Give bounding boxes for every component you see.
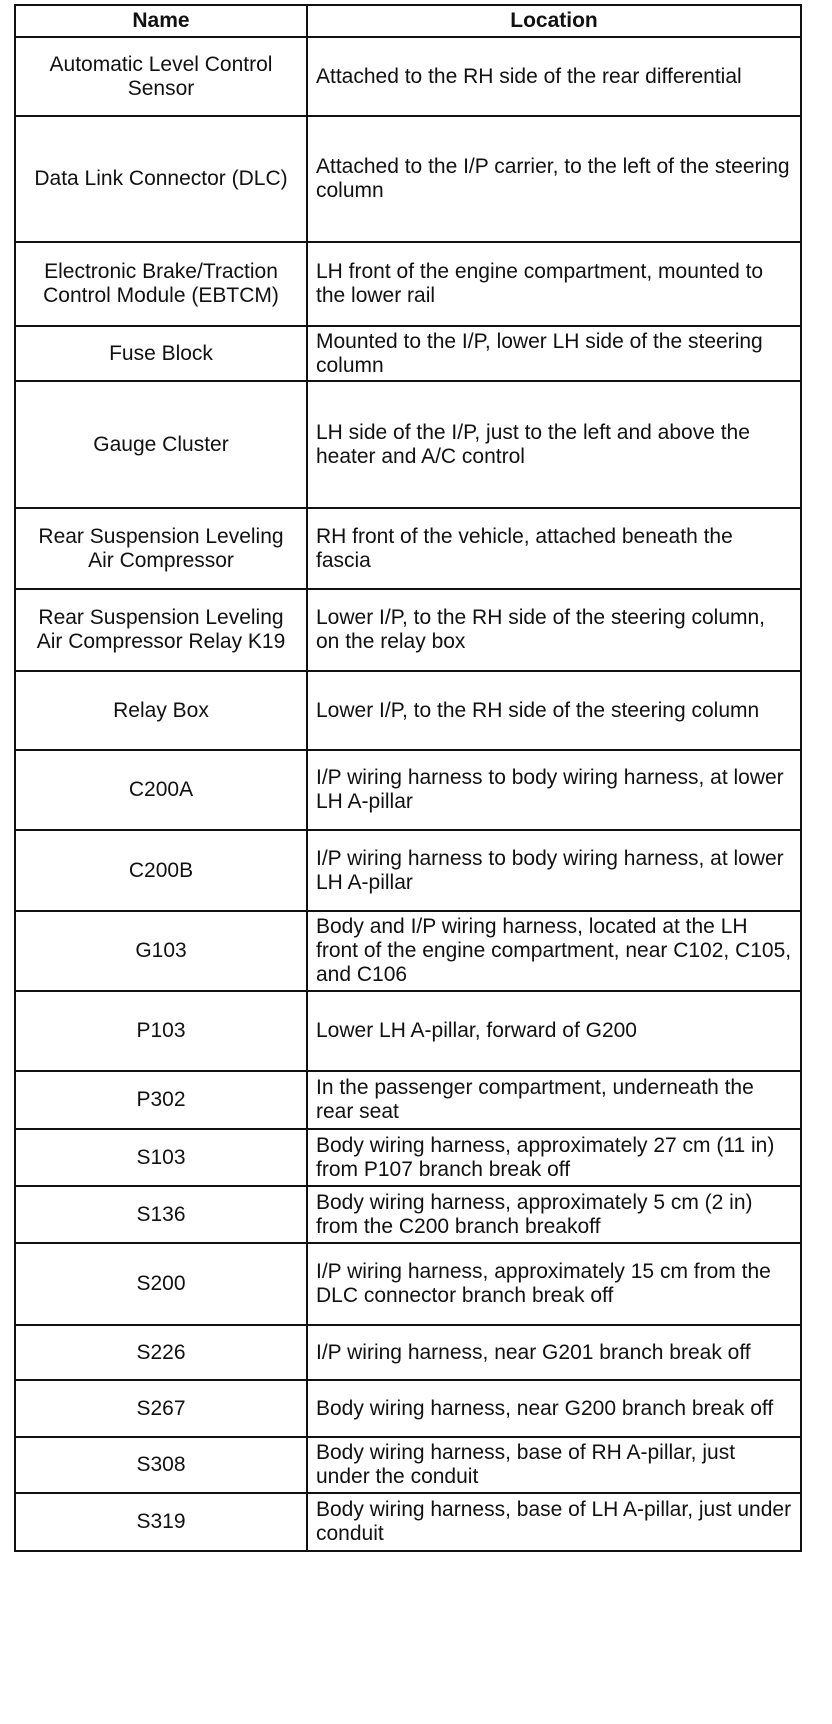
component-name: C200A xyxy=(15,750,307,830)
component-location: Body wiring harness, approximately 5 cm (2 in) from the C200 branch breakoff xyxy=(307,1186,801,1243)
table-row xyxy=(15,1071,801,1129)
component-location: Lower I/P, to the RH side of the steering column xyxy=(307,671,801,750)
table-row xyxy=(15,991,801,1071)
component-name: Rear Suspension Leveling Air Compressor xyxy=(15,508,307,589)
table-row xyxy=(15,1380,801,1437)
table-row xyxy=(15,911,801,991)
component-location: Lower LH A-pillar, forward of G200 xyxy=(307,991,801,1071)
component-location: In the passenger compartment, underneath the rear seat xyxy=(307,1071,801,1129)
component-location: I/P wiring harness to body wiring harness, at lower LH A-pillar xyxy=(307,830,801,911)
component-location: Body wiring harness, near G200 branch break off xyxy=(307,1380,801,1437)
component-location: Body wiring harness, approximately 27 cm (11 in) from P107 branch break off xyxy=(307,1129,801,1186)
header-name: Name xyxy=(15,5,307,37)
component-location: Attached to the I/P carrier, to the left of the steering column xyxy=(307,116,801,242)
component-location: I/P wiring harness, approximately 15 cm from the DLC connector branch break off xyxy=(307,1243,801,1325)
table-row xyxy=(15,37,801,116)
table-row xyxy=(15,242,801,326)
component-location: Attached to the RH side of the rear differential xyxy=(307,37,801,116)
component-name: Automatic Level Control Sensor xyxy=(15,37,307,116)
table-row xyxy=(15,116,801,242)
component-location: Body wiring harness, base of RH A-pillar, just under the conduit xyxy=(307,1437,801,1493)
component-name: C200B xyxy=(15,830,307,911)
table-row xyxy=(15,1243,801,1325)
table-row xyxy=(15,326,801,381)
table-row xyxy=(15,381,801,508)
table-row xyxy=(15,1325,801,1380)
component-name: Data Link Connector (DLC) xyxy=(15,116,307,242)
table-row xyxy=(15,750,801,830)
table-row xyxy=(15,1437,801,1493)
component-location: Lower I/P, to the RH side of the steering column, on the relay box xyxy=(307,589,801,671)
component-name: G103 xyxy=(15,911,307,991)
table-row xyxy=(15,830,801,911)
component-location: Mounted to the I/P, lower LH side of the steering column xyxy=(307,326,801,381)
component-name: S136 xyxy=(15,1186,307,1243)
component-name: Relay Box xyxy=(15,671,307,750)
table-row xyxy=(15,1129,801,1186)
component-name: Fuse Block xyxy=(15,326,307,381)
component-location: LH side of the I/P, just to the left and above the heater and A/C control xyxy=(307,381,801,508)
component-location: RH front of the vehicle, attached beneath the fascia xyxy=(307,508,801,589)
table-header-row xyxy=(15,5,801,37)
component-location: I/P wiring harness, near G201 branch break off xyxy=(307,1325,801,1380)
header-location: Location xyxy=(307,5,801,37)
component-location-table xyxy=(14,4,802,1552)
component-name: P103 xyxy=(15,991,307,1071)
component-name: S200 xyxy=(15,1243,307,1325)
component-name: Electronic Brake/Traction Control Module (EBTCM) xyxy=(15,242,307,326)
component-name: P302 xyxy=(15,1071,307,1129)
component-name: S103 xyxy=(15,1129,307,1186)
component-name: S226 xyxy=(15,1325,307,1380)
table-row xyxy=(15,1186,801,1243)
component-location: LH front of the engine compartment, mounted to the lower rail xyxy=(307,242,801,326)
component-location: I/P wiring harness to body wiring harness, at lower LH A-pillar xyxy=(307,750,801,830)
component-name: Gauge Cluster xyxy=(15,381,307,508)
table-row xyxy=(15,508,801,589)
component-location: Body wiring harness, base of LH A-pillar, just under conduit xyxy=(307,1493,801,1551)
table-row xyxy=(15,589,801,671)
table-row xyxy=(15,671,801,750)
component-location: Body and I/P wiring harness, located at the LH front of the engine compartment, near C102, C105, and C106 xyxy=(307,911,801,991)
table-row xyxy=(15,1493,801,1551)
component-name: Rear Suspension Leveling Air Compressor Relay K19 xyxy=(15,589,307,671)
component-name: S308 xyxy=(15,1437,307,1493)
component-name: S319 xyxy=(15,1493,307,1551)
component-name: S267 xyxy=(15,1380,307,1437)
